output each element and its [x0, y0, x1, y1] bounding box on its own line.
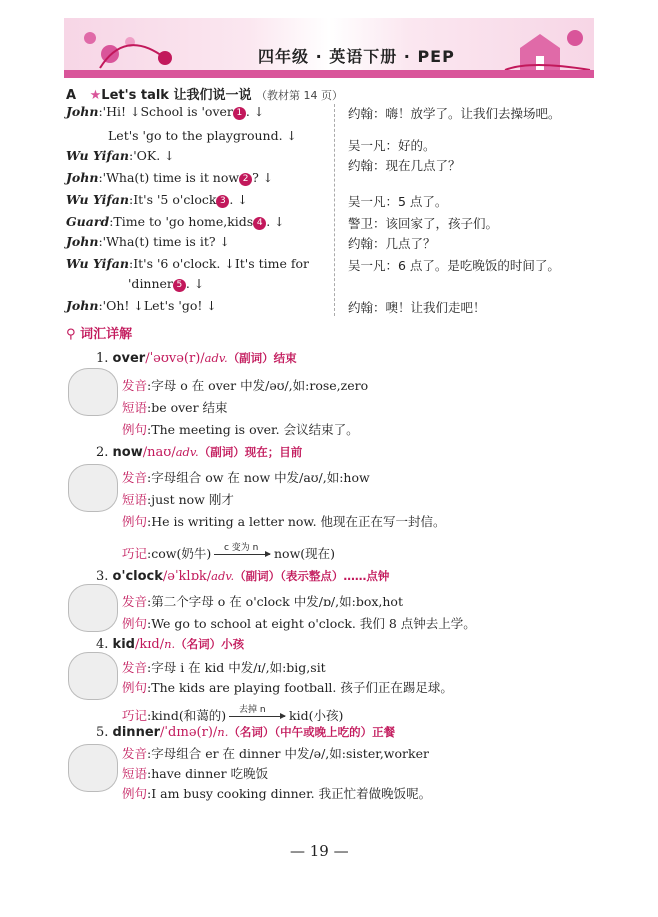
meaning: （副词）（表示整点）……点钟	[234, 569, 390, 583]
vocab-row	[122, 490, 234, 508]
dialogue-line	[66, 192, 248, 208]
phonetic: /kɪd/	[134, 637, 165, 652]
note-number: 3	[216, 195, 229, 208]
page-header-title: 四年级 · 英语下册 · PEP	[258, 47, 455, 66]
dialogue-line	[128, 276, 204, 292]
row-text: :字母 i 在 kid 中发/ɪ/,如:big,sit	[147, 660, 326, 675]
row-label: 例句	[122, 680, 148, 695]
dialogue-text: :'Wha(t) time is it now	[98, 170, 240, 185]
memory-tip	[122, 706, 226, 724]
tip-to: now(现在)	[274, 546, 336, 561]
vocab-row	[122, 764, 268, 782]
dialogue-line	[66, 234, 230, 249]
page-number: — 19 —	[290, 842, 349, 860]
row-label: 发音	[122, 660, 148, 675]
vocab-entry-title	[96, 568, 389, 584]
row-text: :I am busy cooking dinner. 我正忙着做晚饭呢。	[147, 786, 432, 801]
vocab-word: kid	[112, 637, 135, 652]
speaker-name: John	[66, 298, 99, 313]
entry-number: 1.	[96, 351, 113, 366]
meaning: （副词）结束	[227, 351, 297, 365]
dialogue-text: :'Oh! ↓Let's 'go! ↓	[98, 298, 217, 313]
entry-number: 4.	[96, 637, 113, 652]
note-number: 1	[233, 107, 246, 120]
note-number: 4	[253, 217, 266, 230]
vocab-word: o'clock	[112, 569, 163, 584]
row-label: 例句	[122, 422, 148, 437]
row-text: :be over 结束	[147, 400, 228, 415]
illustration	[68, 584, 118, 632]
dialogue-line	[66, 214, 285, 230]
translation-line: 吴一凡：5 点了。	[348, 194, 448, 209]
dialogue-line	[66, 256, 309, 271]
vocab-entry-title	[96, 444, 302, 460]
illustration	[68, 652, 118, 700]
vocab-word: now	[112, 445, 143, 460]
row-label: 短语	[122, 766, 148, 781]
vocab-row	[122, 398, 228, 416]
vocab-row	[122, 512, 446, 530]
vocab-row	[122, 468, 370, 486]
flower-decoration	[70, 18, 190, 73]
dialogue-text: :It's '5 o'clock	[129, 192, 217, 207]
row-label: 短语	[122, 492, 148, 507]
row-label: 巧记	[122, 708, 148, 723]
vocab-entry-title	[96, 724, 395, 740]
row-label: 巧记	[122, 546, 148, 561]
tip-from: :kind(和蔼的)	[147, 708, 227, 723]
row-text: :just now 刚才	[147, 492, 234, 507]
vocab-row	[122, 614, 476, 632]
row-text: :have dinner 吃晚饭	[147, 766, 269, 781]
column-divider	[334, 104, 335, 316]
illustration	[68, 744, 118, 792]
memory-tip	[122, 544, 211, 562]
arrow-label: c 变为 n	[224, 543, 259, 553]
dialogue-text: :Time to 'go home,kids	[109, 214, 254, 229]
note-number: 2	[239, 173, 252, 186]
speaker-name: Guard	[66, 214, 110, 229]
vocab-word: over	[112, 351, 146, 366]
speaker-name: John	[66, 234, 99, 249]
row-text: :字母 o 在 over 中发/əʊ/,如:rose,zero	[147, 378, 369, 393]
meaning: （名词）（中午或晚上吃的）正餐	[228, 725, 396, 739]
dialogue-text: :'Wha(t) time is it? ↓	[98, 234, 230, 249]
illustration	[68, 368, 118, 416]
dialogue-text: Let's 'go to the playground. ↓	[108, 128, 297, 143]
translation-line: 吴一凡：好的。	[348, 138, 436, 153]
section-heading: A ★Let's talk 让我们说一说 （教材第 14 页）	[66, 88, 344, 103]
translation-line: 警卫：该回家了，孩子们。	[348, 216, 499, 231]
vocab-heading: ⚲ 词汇详解	[66, 327, 133, 342]
header-band	[64, 70, 594, 78]
phonetic: /naʊ/	[142, 445, 176, 460]
note-number: 5	[173, 279, 186, 292]
row-label: 发音	[122, 378, 148, 393]
row-label: 例句	[122, 786, 148, 801]
translation-line: 约翰：噢！让我们走吧！	[348, 300, 486, 315]
vocab-row	[122, 592, 403, 610]
speaker-name: Wu Yifan	[66, 256, 129, 271]
phonetic: /ˈdɪnə(r)/	[160, 725, 218, 740]
translation-line: 吴一凡：6 点了。是吃晚饭的时间了。	[348, 258, 560, 273]
dialogue-text: . ↓	[185, 276, 205, 291]
dialogue-text: :'OK. ↓	[129, 148, 175, 163]
row-label: 发音	[122, 746, 148, 761]
vocab-entry-title	[96, 350, 297, 366]
part-of-speech: n.	[164, 637, 176, 651]
meaning: （名词）小孩	[175, 637, 245, 651]
translation-line: 约翰：几点了？	[348, 236, 436, 251]
row-text: :The meeting is over. 会议结束了。	[147, 422, 359, 437]
dialogue-text: . ↓	[229, 192, 248, 207]
vocab-word: dinner	[112, 725, 161, 740]
dialogue-line	[66, 298, 217, 313]
translation-line: 约翰：现在几点了？	[348, 158, 461, 173]
row-label: 短语	[122, 400, 148, 415]
entry-number: 5.	[96, 725, 113, 740]
vocab-row	[122, 658, 326, 676]
vocab-row	[122, 784, 431, 802]
vocab-row	[122, 420, 359, 438]
part-of-speech: n.	[217, 725, 229, 739]
part-of-speech: adv.	[211, 569, 235, 583]
vocab-row	[122, 376, 368, 394]
magnifier-icon: ⚲	[66, 327, 76, 342]
dialogue-text: . ↓	[266, 214, 285, 229]
meaning: （副词）现在；目前	[198, 445, 303, 459]
part-of-speech: adv.	[175, 445, 199, 459]
speaker-name: John	[66, 104, 99, 119]
dialogue-text: 'dinner	[128, 276, 173, 291]
arrow-icon	[214, 554, 270, 555]
row-text: :He is writing a letter now. 他现在正在写一封信。	[147, 514, 446, 529]
row-text: :We go to school at eight o'clock. 我们 8 点钟去上学。	[147, 616, 476, 631]
translation-line: 约翰：嗨！放学了。让我们去操场吧。	[348, 106, 561, 121]
speaker-name: John	[66, 170, 99, 185]
house-decoration	[500, 20, 592, 72]
phonetic: /əˈklɒk/	[162, 569, 212, 584]
vocab-row	[122, 744, 429, 762]
vocab-entry-title	[96, 636, 244, 652]
row-text: :字母组合 ow 在 now 中发/aʊ/,如:how	[147, 470, 370, 485]
illustration	[68, 464, 118, 512]
tip-to: kid(小孩)	[289, 708, 344, 723]
row-label: 例句	[122, 616, 148, 631]
dialogue-line	[66, 104, 264, 120]
row-label: 发音	[122, 594, 148, 609]
entry-number: 3.	[96, 569, 113, 584]
row-text: :字母组合 er 在 dinner 中发/ə/,如:sister,worker	[147, 746, 429, 761]
phonetic: /ˈəʊvə(r)/	[145, 351, 205, 366]
arrow-label: 去掉 n	[239, 705, 266, 715]
row-text: :The kids are playing football. 孩子们正在踢足球。	[147, 680, 453, 695]
tip-from: :cow(奶牛)	[147, 546, 212, 561]
dialogue-text: :'Hi! ↓School is 'over	[98, 104, 233, 119]
speaker-name: Wu Yifan	[66, 148, 129, 163]
part-of-speech: adv.	[204, 351, 228, 365]
dialogue-text: . ↓	[245, 104, 265, 119]
dialogue-line	[66, 170, 273, 186]
dialogue-line	[108, 128, 297, 143]
dialogue-text: ? ↓	[252, 170, 274, 185]
row-label: 发音	[122, 470, 148, 485]
vocab-row	[122, 678, 453, 696]
dialogue-line	[66, 148, 175, 163]
arrow-icon	[229, 716, 285, 717]
entry-number: 2.	[96, 445, 113, 460]
speaker-name: Wu Yifan	[66, 192, 129, 207]
dialogue-text: :It's '6 o'clock. ↓It's time for	[129, 256, 309, 271]
row-text: :第二个字母 o 在 o'clock 中发/ɒ/,如:box,hot	[147, 594, 403, 609]
row-label: 例句	[122, 514, 148, 529]
